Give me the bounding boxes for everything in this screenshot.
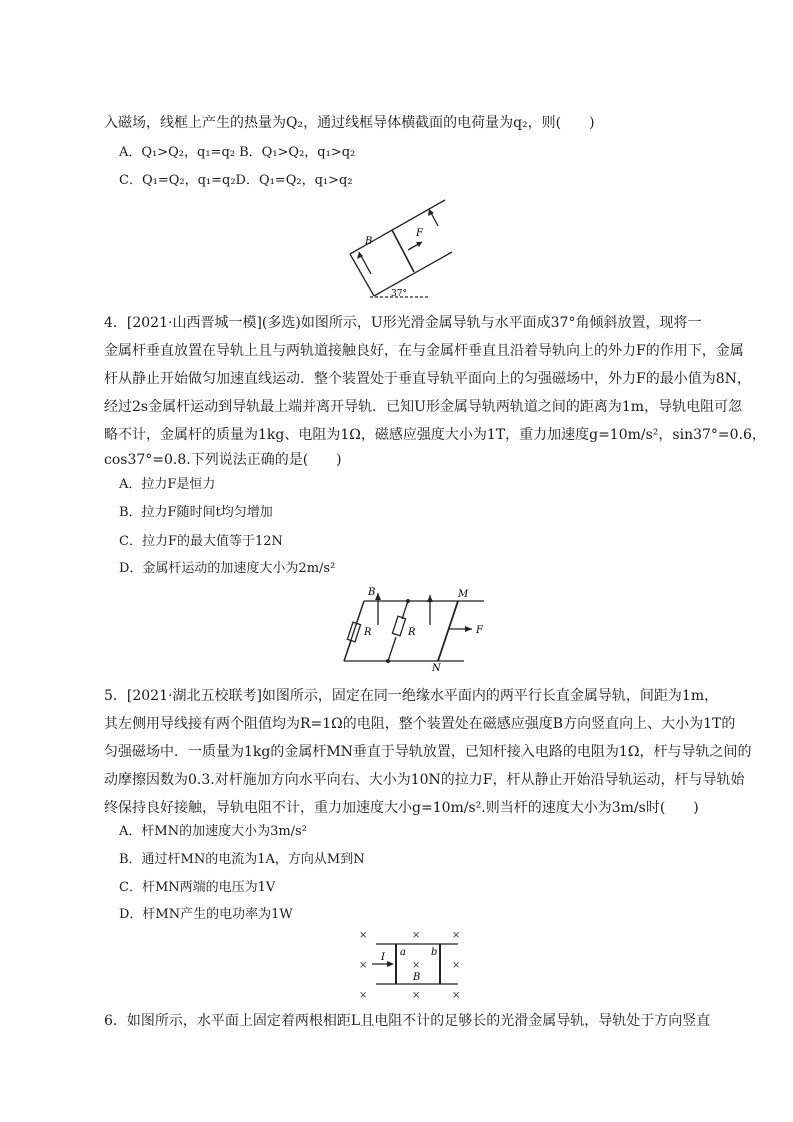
q6-cross-1: × (359, 930, 368, 941)
q4-stem-line-6: cos37°=0.8.下列说法正确的是( ) (104, 452, 342, 468)
q3-inclined-rail-figure (340, 192, 460, 304)
q4-option-c: C．拉力F的最大值等于12N (119, 534, 283, 549)
q4-stem-line-2: 金属杆垂直放置在导轨上且与两轨道接触良好，在与金属杆垂直且沿着导轨向上的外力F的作用下，金属 (104, 343, 744, 359)
q6-fig-label-a: a (400, 947, 406, 958)
q5-stem-line-3: 匀强磁场中．一质量为1kg的金属杆MN垂直于导轨放置，已知杆接入电路的电阻为1Ω，杆与导轨之间的 (104, 744, 752, 760)
q6-cross-7: × (359, 990, 368, 1001)
q4-option-d: D．金属杆运动的加速度大小为2m/s² (119, 561, 336, 576)
q3-continuation-text: 入磁场，线框上产生的热量为Q₂，通过线框导体横截面的电荷量为q₂，则( ) (104, 115, 595, 131)
q6-cross-6: × (452, 960, 461, 971)
q6-fig-label-i: I (381, 952, 385, 963)
q5-option-b: B．通过杆MN的电流为1A，方向从M到N (119, 852, 365, 867)
q5-option-c: C．杆MN两端的电压为1V (119, 880, 276, 895)
q4-option-b: B．拉力F随时间t均匀增加 (119, 505, 273, 520)
q6-magnetic-field-figure (352, 928, 468, 1002)
q4-stem-line-3: 杆从静止开始做匀加速直线运动．整个装置处于垂直导轨平面向上的匀强磁场中，外力F的最小值为8N， (104, 371, 751, 387)
q6-stem-line-1: 6．如图所示，水平面上固定着两根相距L且电阻不计的足够长的光滑金属导轨，导轨处于方向竖直 (104, 1013, 711, 1029)
q4-stem-line-5: 略不计，金属杆的质量为1kg、电阻为1Ω，磁感应强度大小为1T，重力加速度g=10m/s²，sin37°=0.6， (104, 427, 766, 443)
q3-fig-label-f: F (416, 228, 423, 239)
q6-cross-5: × (412, 960, 421, 971)
q6-cross-8: × (412, 990, 421, 1001)
q6-cross-9: × (452, 990, 461, 1001)
q5-option-a: A．杆MN的加速度大小为3m/s² (119, 824, 307, 839)
q3-options-ab: A．Q₁>Q₂，q₁=q₂ B．Q₁>Q₂，q₁>q₂ (119, 145, 356, 160)
q4-stem-line-4: 经过2s金属杆运动到导轨最上端并离开导轨．已知U形金属导轨两轨道之间的距离为1m，导轨电阻可忽 (104, 399, 743, 415)
q5-stem-line-5: 终保持良好接触，导轨电阻不计，重力加速度大小g=10m/s².则当杆的速度大小为3m/s时( ) (104, 800, 699, 816)
q6-cross-4: × (359, 960, 368, 971)
q6-cross-2: × (412, 930, 421, 941)
q5-fig-label-m: M (458, 589, 469, 600)
q5-fig-label-b: B (368, 587, 376, 598)
q4-stem-line-1: 4．[2021·山西晋城一模](多选)如图所示，U形光滑金属导轨与水平面成37°角倾斜放置，现将一 (104, 315, 702, 331)
q5-stem-line-4: 动摩擦因数为0.3.对杆施加方向水平向右、大小为10N的拉力F，杆从静止开始沿导轨运动，杆与导轨始 (104, 772, 745, 788)
q5-stem-line-1: 5．[2021·湖北五校联考]如图所示，固定在同一绝缘水平面内的两平行长直金属导轨，间距为1m， (104, 688, 719, 704)
q5-fig-label-r1: R (364, 627, 372, 638)
q3-options-cd: C．Q₁=Q₂，q₁=q₂D．Q₁=Q₂，q₁>q₂ (119, 173, 353, 188)
q5-resistor-rail-figure (336, 585, 496, 671)
q5-fig-label-r2: R (408, 627, 416, 638)
q5-option-d: D．杆MN产生的电功率为1W (119, 907, 293, 922)
q3-fig-label-b: B (365, 236, 373, 247)
q4-option-a: A．拉力F是恒力 (119, 477, 216, 492)
q5-fig-label-n: N (432, 663, 441, 671)
q6-fig-label-field: B (413, 972, 421, 983)
q5-fig-label-f: F (476, 625, 483, 636)
q5-stem-line-2: 其左侧用导线接有两个阻值均为R=1Ω的电阻，整个装置处在磁感应强度B方向竖直向上、大小为1T的 (104, 716, 736, 732)
q6-fig-label-b: b (431, 947, 438, 958)
q6-cross-3: × (452, 930, 461, 941)
q3-fig-angle: 37° (391, 289, 407, 299)
